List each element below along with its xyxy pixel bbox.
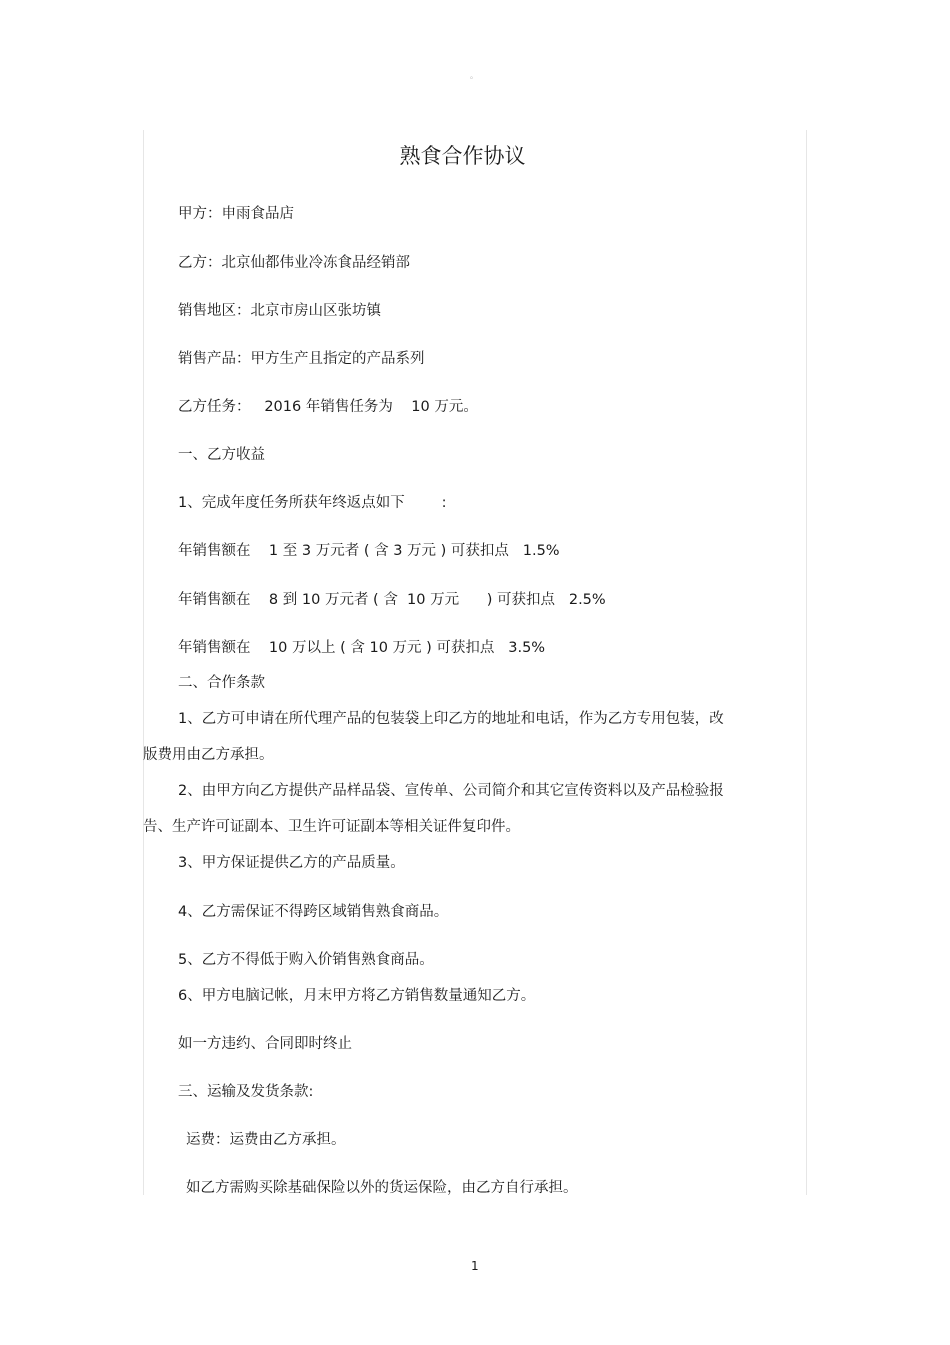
clause-1-line-1: 1、乙方可申请在所代理产品的包装袋上印乙方的地址和电话，作为乙方专用包装，改 [178,711,724,727]
clause-5: 5、乙方不得低于购入价销售熟食商品。 [178,952,434,968]
frame-left-border [143,130,144,1195]
clause-6: 6、甲方电脑记帐，月末甲方将乙方销售数量通知乙方。 [178,988,536,1004]
clause-1-line-2: 版费用由乙方承担。 [143,747,274,763]
rebate-tier-3: 年销售额在 10 万以上 ( 含 10 万元 ) 可获扣点 3.5% [178,640,546,656]
clause-3: 3、甲方保证提供乙方的产品质量。 [178,855,405,871]
document-title: 熟食合作协议 [399,144,526,168]
rebate-tier-1: 年销售额在 1 至 3 万元者 ( 含 3 万元 ) 可获扣点 1.5% [178,543,560,559]
section-heading-2: 二、合作条款 [178,675,265,691]
frame-right-border [806,130,807,1195]
sales-target: 乙方任务： 2016 年销售任务为 10 万元。 [178,399,478,415]
party-a: 甲方：申雨食品店 [178,206,294,222]
section-heading-1: 一、乙方收益 [178,447,265,463]
page-marker: 。 [470,71,478,80]
freight-clause: 运费：运费由乙方承担。 [186,1132,346,1148]
clause-2-line-2: 告、生产许可证副本、卫生许可证副本等相关证件复印件。 [143,819,520,835]
sales-region: 销售地区：北京市房山区张坊镇 [178,303,381,319]
insurance-clause: 如乙方需购买除基础保险以外的货运保险，由乙方自行承担。 [186,1180,578,1196]
section-heading-3: 三、运输及发货条款: [178,1084,314,1100]
rebate-tier-2: 年销售额在 8 到 10 万元者 ( 含 10 万元 ) 可获扣点 2.5% [178,592,606,608]
breach-clause: 如一方违约、合同即时终止 [178,1036,352,1052]
clause-4: 4、乙方需保证不得跨区域销售熟食商品。 [178,904,449,920]
party-b: 乙方：北京仙都伟业冷冻食品经销部 [178,255,410,271]
sales-products: 销售产品：甲方生产且指定的产品系列 [178,351,425,367]
page-number: 1 [471,1259,479,1273]
rebate-intro: 1、完成年度任务所获年终返点如下 : [178,495,447,511]
clause-2-line-1: 2、由甲方向乙方提供产品样品袋、宣传单、公司简介和其它宣传资料以及产品检验报 [178,783,724,799]
